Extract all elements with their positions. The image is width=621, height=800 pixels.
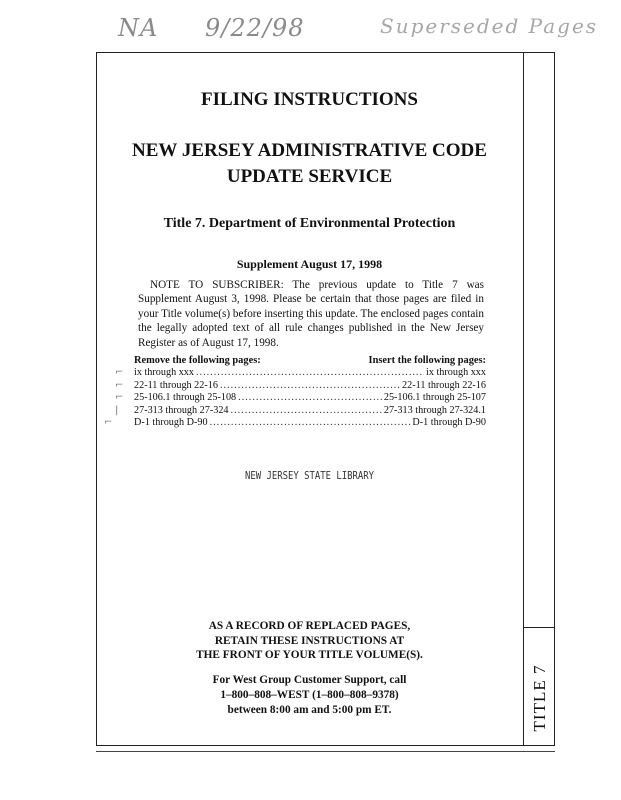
record-line-3: THE FRONT OF YOUR TITLE VOLUME(S). — [196, 649, 423, 661]
page-list-header — [134, 355, 486, 366]
leader-dots — [231, 405, 382, 416]
tab-divider — [524, 627, 555, 628]
handwritten-initials: NA — [118, 14, 159, 42]
remove-pages: 25-106.1 through 25-108 — [134, 392, 237, 404]
remove-header: Remove the following pages: — [134, 355, 261, 366]
record-line-2: RETAIN THESE INSTRUCTIONS AT — [214, 634, 405, 647]
code-title-line-1: NEW JERSEY ADMINISTRATIVE CODE — [132, 140, 487, 161]
check-mark-1: ⌐ — [115, 367, 124, 378]
handwritten-date: 9/22/98 — [205, 14, 305, 42]
leader-dots — [238, 392, 382, 403]
insert-pages: 27-313 through 27-324.1 — [383, 404, 486, 416]
leader-dots — [210, 417, 411, 428]
insert-pages: D-1 through D-90 — [412, 417, 486, 429]
customer-support — [96, 673, 523, 717]
list-item — [134, 367, 486, 380]
insert-pages: ix through xxx — [426, 367, 486, 378]
support-hours: between 8:00 am and 5:00 pm ET. — [227, 703, 392, 716]
support-line-1: For West Group Customer Support, call — [212, 674, 407, 686]
leader-dots — [196, 367, 424, 378]
side-tab-label: TITLE 7 — [530, 664, 549, 732]
remove-pages: 22-11 through 22-16 — [134, 379, 218, 391]
list-item — [134, 392, 486, 405]
code-title — [96, 138, 523, 190]
page-replacement-list — [134, 355, 486, 430]
bottom-divider — [96, 751, 555, 752]
list-item — [134, 405, 486, 418]
side-tab — [523, 52, 555, 746]
remove-pages: 27-313 through 27-324 — [134, 404, 229, 416]
list-item — [134, 417, 486, 430]
support-phone: 1–800–808–WEST (1–800–808–9378) — [220, 688, 399, 701]
list-item — [134, 380, 486, 393]
library-stamp: NEW JERSEY STATE LIBRARY — [245, 470, 374, 482]
insert-pages: 22-11 through 22-16 — [402, 379, 486, 391]
check-mark-4: | — [115, 405, 119, 416]
check-mark-5: ⌐ — [104, 417, 113, 428]
check-mark-3: ⌐ — [115, 392, 124, 403]
code-title-line-2: UPDATE SERVICE — [226, 166, 393, 187]
record-line-1: AS A RECORD OF REPLACED PAGES, — [208, 620, 411, 632]
title-heading: Title 7. Department of Environmental Protection — [163, 216, 456, 231]
subscriber-note: NOTE TO SUBSCRIBER: The previous update to Title 7 was Supplement August 3, 1998. Please be certain that those pages are filed in your Title volume(s) before inserting this update. The enclosed pages contain the legally adopted text of all rule changes published in the New Jersey Register as of August 17, 1998. — [138, 279, 484, 349]
remove-pages: D-1 through D-90 — [134, 417, 208, 429]
record-instructions — [96, 619, 523, 663]
supplement-date: Supplement August 17, 1998 — [236, 257, 383, 271]
remove-pages: ix through xxx — [134, 367, 194, 378]
leader-dots — [220, 380, 400, 391]
handwritten-annotation — [110, 14, 610, 54]
check-mark-2: ⌐ — [115, 380, 124, 391]
page-title: FILING INSTRUCTIONS — [201, 89, 418, 110]
handwritten-note: Superseded Pages — [380, 14, 599, 38]
insert-header: Insert the following pages: — [368, 355, 486, 366]
insert-pages: 25-106.1 through 25-107 — [383, 392, 486, 404]
